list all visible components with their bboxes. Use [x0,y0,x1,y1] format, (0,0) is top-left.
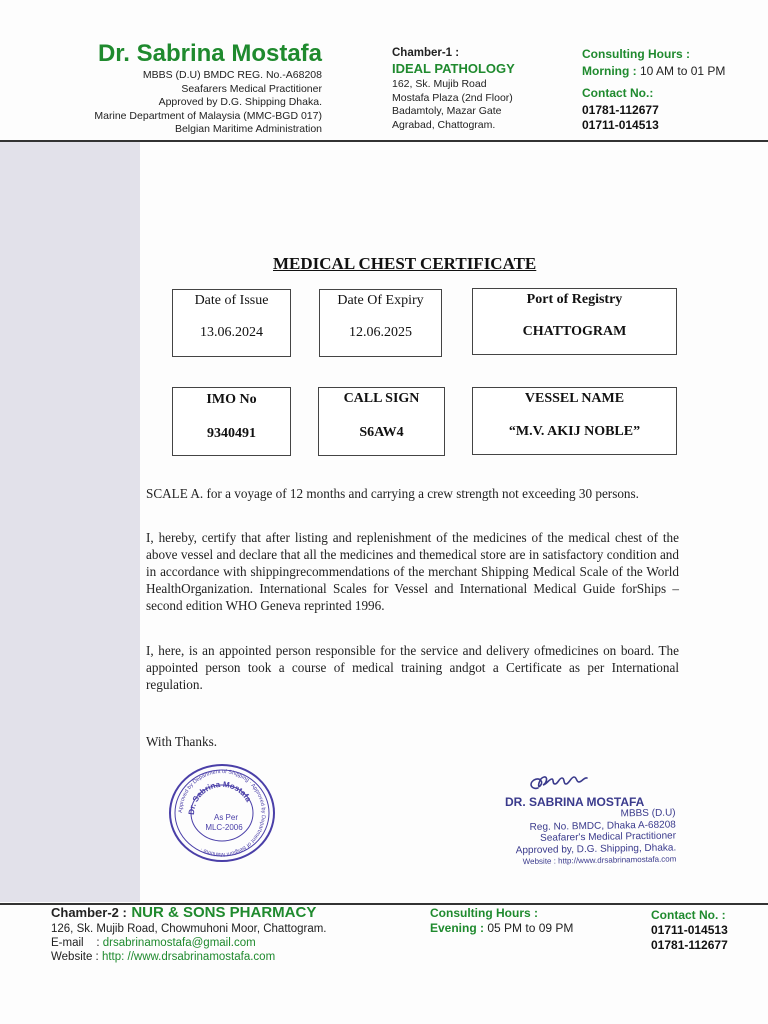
signatory-line: Seafarer's Medical Practitioner [540,830,677,844]
phone-number: 01781-112677 [582,103,659,117]
box-label: Date Of Expiry [337,293,424,308]
credential-line: MBBS (D.U) BMDC REG. No.-A68208 [142,69,322,81]
box-label: IMO No [206,392,257,407]
certification-paragraph: I, hereby, certify that after listing and replenishment of the medicines of the medical chest of the above vessel and declare that all the medicines and themedical store are in satisfactory condition and in accordance with shippingrecommendations of the merchant Shipping Medical Scale of the World HealthOrganization. International Scales for Vessel and International Medical Guide forShips – second edition WHO Geneva reprinted 1996. [146,530,679,613]
website-label: Website : [51,951,99,963]
email-link[interactable]: drsabrinamostafa@gmail.com [102,937,256,949]
stamp-center-bottom: MLC-2006 [205,823,243,832]
phone-number: 01711-014513 [651,923,728,937]
address-line: Agrabad, Chattogram. [392,118,496,131]
call-sign-box [318,387,445,456]
box-label: Port of Registry [526,292,623,307]
stamp-center-top: As Per [213,813,239,822]
doctor-name: Dr. Sabrina Mostafa [97,40,322,67]
morning-value: 10 AM to 01 PM [640,64,726,78]
email-label: E-mail [51,937,84,949]
email-line [51,937,256,949]
appointed-person-paragraph: I, here, is an appointed person responsible for the service and delivery ofmedicines on board. The appointed person took a course of medical training andgot a Certificate as per International regulation. [146,643,679,692]
signatory-line: Reg. No. BMDC, Dhaka A-68208 [529,818,676,833]
signatory-line: MBBS (D.U) [620,807,676,820]
closing-text: With Thanks. [146,734,218,749]
chamber2-name: NUR & SONS PHARMACY [131,904,317,921]
box-label: Date of Issue [194,293,269,308]
chamber1-address [392,78,513,132]
contact-phones [582,103,659,133]
email-separator: : [96,937,100,949]
header-divider [0,140,768,142]
chamber2-label: Chamber-2 : [51,905,127,920]
signatory-website: Website : http://www.drsabrinamostafa.com [522,854,677,867]
website-line [51,951,275,963]
doctor-credentials [94,69,322,137]
signatory-line: Approved by, D.G. Shipping, Dhaka. [515,841,677,856]
stamp-name-text: Dr. Sabrina Mostafa [186,779,254,816]
consulting-hours-label: Consulting Hours : [582,47,690,61]
stamp-seal-icon [168,763,276,863]
phone-number: 01781-112677 [651,938,728,952]
date-of-expiry-box [319,289,442,357]
port-of-registry-box [472,288,677,355]
chamber2-address: 126, Sk. Mujib Road, Chowmuhoni Moor, Chattogram. [51,923,327,935]
date-of-issue-box [172,289,291,357]
evening-key: Evening : [430,921,485,935]
box-value: CHATTOGRAM [522,324,627,339]
evening-value: 05 PM to 09 PM [487,921,574,935]
morning-hours [582,64,725,78]
stamp-ring-text: Approved by Department of Shipping · Approved by Department of Belgium Maritime · [177,768,267,858]
phone-number: 01711-014513 [582,118,659,132]
website-link[interactable]: http: //www.drsabrinamostafa.com [101,951,276,963]
certificate-title: MEDICAL CHEST CERTIFICATE [273,254,537,273]
signatory-details [500,807,677,868]
box-value: 12.06.2025 [349,325,412,340]
chamber1-label: Chamber-1 : [392,47,460,59]
box-label: VESSEL NAME [524,391,625,406]
imo-no-box [172,387,291,456]
box-label: CALL SIGN [343,391,420,406]
contact-label: Contact No.: [582,86,654,100]
chamber2-heading [51,904,316,922]
signatory-name: DR. SABRINA MOSTAFA [505,795,645,809]
left-margin-band [0,142,140,902]
credential-line: Marine Department of Malaysia (MMC-BGD 017) [94,109,322,122]
footer-contact-label: Contact No. : [651,908,726,922]
box-value: 13.06.2024 [200,325,263,340]
address-line: 162, Sk. Mujib Road [392,78,487,90]
handwritten-signature [520,770,620,796]
address-line: Mostafa Plaza (2nd Floor) [392,91,513,104]
morning-key: Morning : [582,64,637,78]
svg-text:Dr. Sabrina Mostafa [187,780,253,815]
credential-line: Seafarers Medical Practitioner [181,82,322,95]
footer-consulting-label: Consulting Hours : [430,906,538,920]
scale-paragraph: SCALE A. for a voyage of 12 months and carrying a crew strength not exceeding 30 persons. [146,486,639,501]
address-line: Badamtoly, Mazar Gate [392,105,502,117]
credential-line: Belgian Maritime Administration [174,123,322,135]
box-value: 9340491 [207,426,256,441]
official-stamp [168,763,276,863]
evening-hours [430,921,573,935]
credential-line: Approved by D.G. Shipping Dhaka. [158,96,322,108]
footer-phones [651,923,728,953]
box-value: S6AW4 [359,425,404,440]
box-value: “M.V. AKIJ NOBLE” [508,424,641,439]
chamber1-name: IDEAL PATHOLOGY [392,61,515,76]
vessel-name-box [472,387,677,455]
